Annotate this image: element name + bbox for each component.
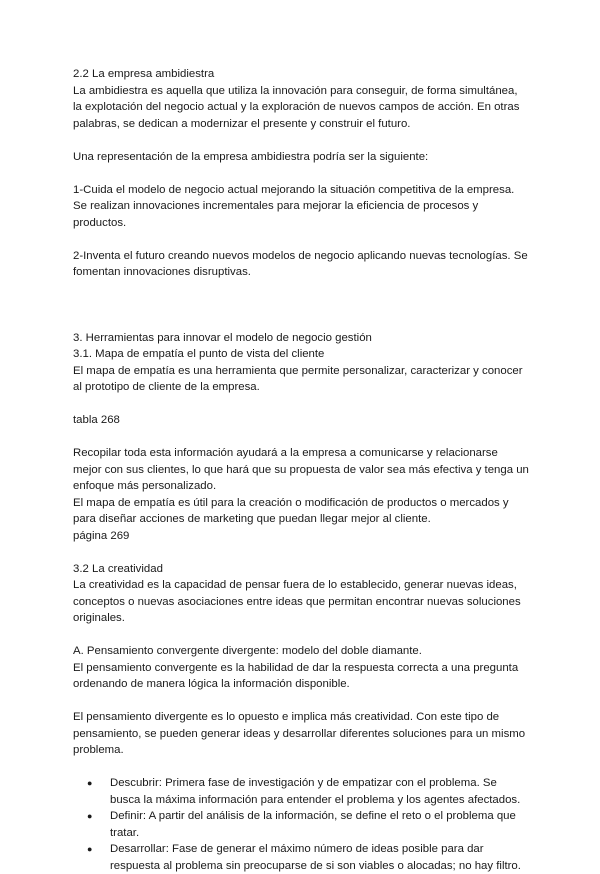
subsection-heading: 3.1. Mapa de empatía el punto de vista del cliente	[73, 348, 325, 360]
paragraph: El pensamiento divergente es lo opuesto e implica más creatividad. Con este tipo de pensamiento, se pueden generar ideas y desarrollar diferentes soluciones para un mismo problema.	[73, 711, 526, 756]
subsection-heading: A. Pensamiento convergente divergente: modelo del doble diamante.	[73, 645, 422, 657]
paragraph: El mapa de empatía es útil para la creación o modificación de productos o mercados y para diseñar acciones de marketing que puedan llegar mejor al cliente.	[73, 496, 509, 525]
section-heading: 3. Herramientas para innovar el modelo de negocio gestión	[73, 331, 372, 344]
list-item-text: Descubrir: Primera fase de investigación y de empatizar con el problema. Se busca la máxima información para entender el problema y los agentes afectados.	[110, 777, 521, 806]
list-item	[73, 808, 529, 841]
paragraph: El pensamiento convergente es la habilidad de dar la respuesta correcta a una pregunta ordenando de manera lógica la información disponible.	[73, 661, 519, 690]
bullet-icon: ●	[87, 811, 93, 821]
list-item	[73, 841, 529, 874]
list-item-text: Desarrollar: Fase de generar el máximo número de ideas posible para dar respuesta al problema sin preocuparse de si son viables o alocadas; no hay filtro.	[110, 843, 521, 872]
document-page	[73, 66, 529, 874]
paragraph: La ambidiestra es aquella que utiliza la innovación para conseguir, de forma simultánea, la explotación del negocio actual y la exploración de nuevos campos de acción. En otras palabras, se dedican a modernizar el presente y construir el futuro.	[73, 84, 520, 130]
list-item-text: Definir: A partir del análisis de la información, se define el reto o el problema que tratar.	[110, 810, 516, 839]
paragraph: La creatividad es la capacidad de pensar fuera de lo establecido, generar nuevas ideas, conceptos o nuevas asociaciones entre ideas que permitan encontrar nuevas soluciones originales.	[73, 579, 521, 624]
paragraph: 2-Inventa el futuro creando nuevos modelos de negocio aplicando nuevas tecnologías. Se fomentan innovaciones disruptivas.	[73, 249, 528, 278]
bullet-icon: ●	[87, 778, 93, 788]
bullet-icon: ●	[87, 844, 93, 854]
paragraph: Una representación de la empresa ambidiestra podría ser la siguiente:	[73, 150, 429, 163]
section-heading: 2.2 La empresa ambidiestra	[73, 68, 215, 80]
reference-note: tabla 268	[73, 414, 120, 426]
paragraph: 1-Cuida el modelo de negocio actual mejorando la situación competitiva de la empresa. Se realizan innovaciones incrementales para mejorar la eficiencia de procesos y productos.	[73, 183, 515, 229]
subsection-heading: 3.2 La creatividad	[73, 562, 163, 575]
paragraph: El mapa de empatía es una herramienta que permite personalizar, caracterizar y conocer al prototipo de cliente de la empresa.	[73, 364, 523, 393]
list-item	[73, 775, 529, 808]
reference-note: página 269	[73, 529, 130, 542]
paragraph: Recopilar toda esta información ayudará a la empresa a comunicarse y relacionarse mejor con sus clientes, lo que hará que su propuesta de valor sea más efectiva y tenga un enfoque más personalizado.	[73, 447, 529, 492]
bullet-list	[73, 775, 529, 874]
